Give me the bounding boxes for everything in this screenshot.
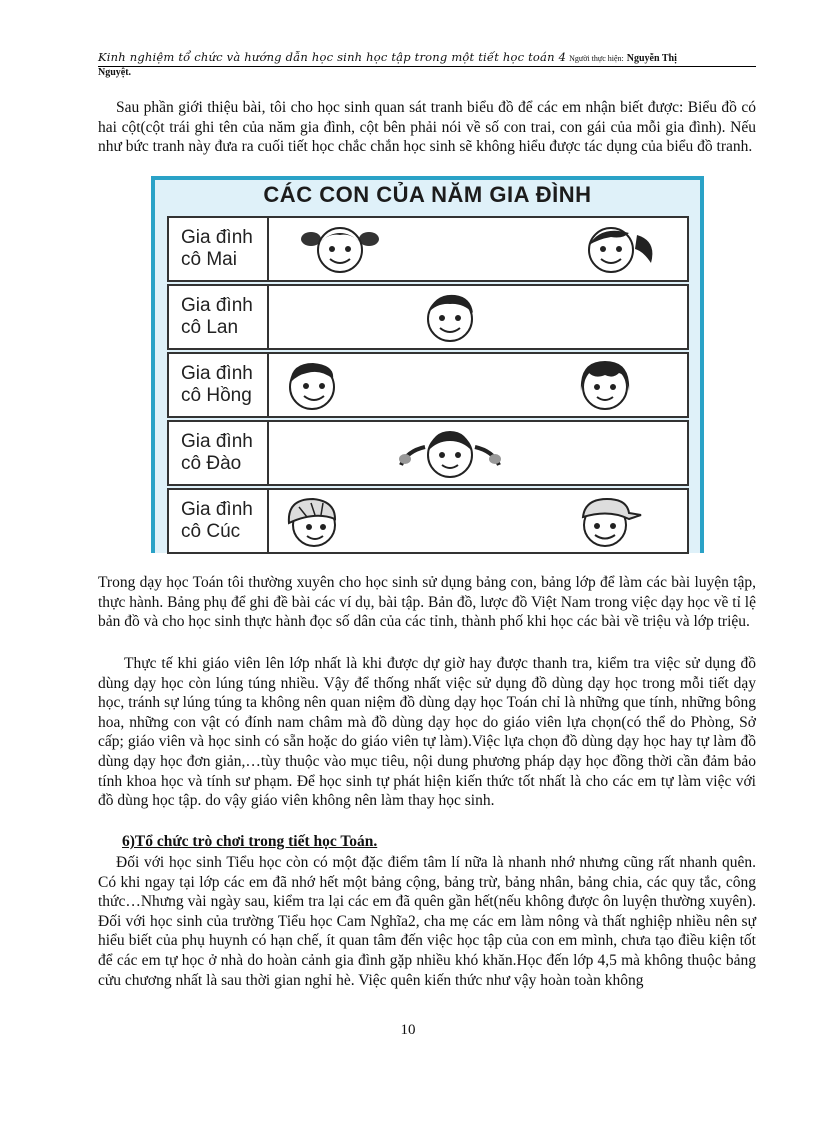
girl-face-icon [571, 221, 661, 277]
children-cell [271, 490, 685, 552]
girl-face-icon [299, 221, 381, 277]
family-label-line2: cô Mai [181, 249, 237, 270]
header-title: Kinh nghiệm tổ chức và hướng dẫn học sinh học tập trong một tiết học toán 4 [98, 50, 567, 64]
boy-face-icon [415, 289, 485, 345]
family-label [169, 354, 269, 416]
boy-with-cap-icon [569, 493, 645, 549]
family-label [169, 286, 269, 348]
family-label [169, 422, 269, 484]
family-label [169, 218, 269, 280]
family-label-line2: cô Hồng [181, 385, 252, 406]
girl-face-icon [397, 425, 503, 481]
family-label-line2: cô Cúc [181, 521, 241, 542]
header-author-name: Nguyễn Thị [626, 53, 677, 64]
boy-with-cap-icon [277, 493, 347, 549]
family-label-line1: Gia đình [181, 431, 253, 452]
chart-row-dao [167, 420, 689, 486]
family-label-line1: Gia đình [181, 295, 253, 316]
paragraph-intro: Sau phần giới thiệu bài, tôi cho học sinh quan sát tranh biểu đồ để các em nhận biết được: Biểu đồ có hai cột(cột trái ghi tên của năm gia đình, cột bên phải nói về số con trai, con gái của mỗi gia đình). Nếu như bức tranh này đưa ra cuối tiết học chắc chắn học sinh sẽ không hiểu được tác dụng của biểu đồ tranh. [98, 99, 756, 156]
children-cell [271, 286, 685, 348]
chart-row-lan [167, 284, 689, 350]
pictograph-chart [151, 176, 704, 553]
children-cell [271, 422, 685, 484]
header-rule [98, 66, 756, 67]
page-header [98, 50, 756, 66]
family-label-line1: Gia đình [181, 227, 253, 248]
family-label-line1: Gia đình [181, 499, 253, 520]
chart-row-hong [167, 352, 689, 418]
page-number: 10 [400, 1022, 416, 1038]
paragraph-2: Trong dạy học Toán tôi thường xuyên cho học sinh sử dụng bảng con, bảng lớp để làm các bài luyện tập, thực hành. Bảng phụ để ghi đề bài các ví dụ, bài tập. Bản đồ, lược đồ Việt Nam trong việc dạy học về tỉ lệ bản đồ và cho học sinh thực hành đọc số dân của các tỉnh, thành phố khi học các bài về triệu và lớp triệu. [98, 574, 756, 631]
paragraph-3: Thực tế khi giáo viên lên lớp nhất là khi được dự giờ hay được thanh tra, kiểm tra việc sử dụng đồ dùng dạy học còn lúng túng nhiều. Vậy để thống nhất việc sử dụng đồ dùng dạy học trong mỗi tiết dạy học, tránh sự lúng túng ta không nên quan niệm đồ dùng dạy học Toán chỉ là những que tính, những bông hoa, những con vật có đính nam châm mà đồ dùng dạy học do giáo viên lựa chọn(có thể do Phòng, Sở cấp; giáo viên và học sinh có sẵn hoặc do giáo viên tự làm).Việc lựa chọn đồ dùng dạy học hay tự làm đồ dùng dạy học đơn giản,…tùy thuộc vào mục tiêu, nội dung phương pháp dạy học đồng thời cần đảm bảo tính khoa học và tính sư phạm. Để học sinh tự phát hiện kiến thức tốt nhất là cho các em tự làm việc với đồ dùng học tập. do vậy giáo viên không nên làm thay học sinh. [98, 655, 756, 810]
family-label-line2: cô Lan [181, 317, 239, 338]
children-cell [271, 218, 685, 280]
header-author-label: Người thực hiện: [569, 54, 624, 63]
chart-row-cuc [167, 488, 689, 554]
family-label-line1: Gia đình [181, 363, 253, 384]
header-author-name-cont: Nguyệt. [98, 67, 132, 78]
family-label [169, 490, 269, 552]
girl-face-icon [565, 357, 645, 413]
section-title: 6)Tổ chức trò chơi trong tiết học Toán. [122, 833, 378, 850]
family-label-line2: cô Đào [181, 453, 242, 474]
paragraph-4: Đối với học sinh Tiểu học còn có một đặc điểm tâm lí nữa là nhanh nhớ nhưng cũng rất nhanh quên. Có khi ngay tại lớp các em đã nhớ hết một bảng cộng, bảng trừ, bảng nhân, bảng chia, các quy tắc, công thức…Nhưng vài ngày sau, kiểm tra lại các em đã quên gần hết(nếu không được ôn luyện thường xuyên). Đối với học sinh của trường Tiểu học Cam Nghĩa2, cha mẹ các em làm nông và thất nghiệp nhiều nên sự hiểu biết của phụ huynh có hạn chế, ít quan tâm đến việc học tập của con em mình, chưa tạo điều kiện tốt để các em tự học ở nhà do hoàn cảnh gia đình gặp nhiều khó khăn.Học đến lớp 4,5 mà không thuộc bảng cửu chương nhất là sau thời gian nghỉ hè. Việc quên kiến thức như vậy hoàn toàn không [98, 854, 756, 989]
boy-face-icon [277, 357, 347, 413]
chart-row-mai [167, 216, 689, 282]
children-cell [271, 354, 685, 416]
chart-title: CÁC CON CỦA NĂM GIA ĐÌNH [263, 182, 592, 207]
